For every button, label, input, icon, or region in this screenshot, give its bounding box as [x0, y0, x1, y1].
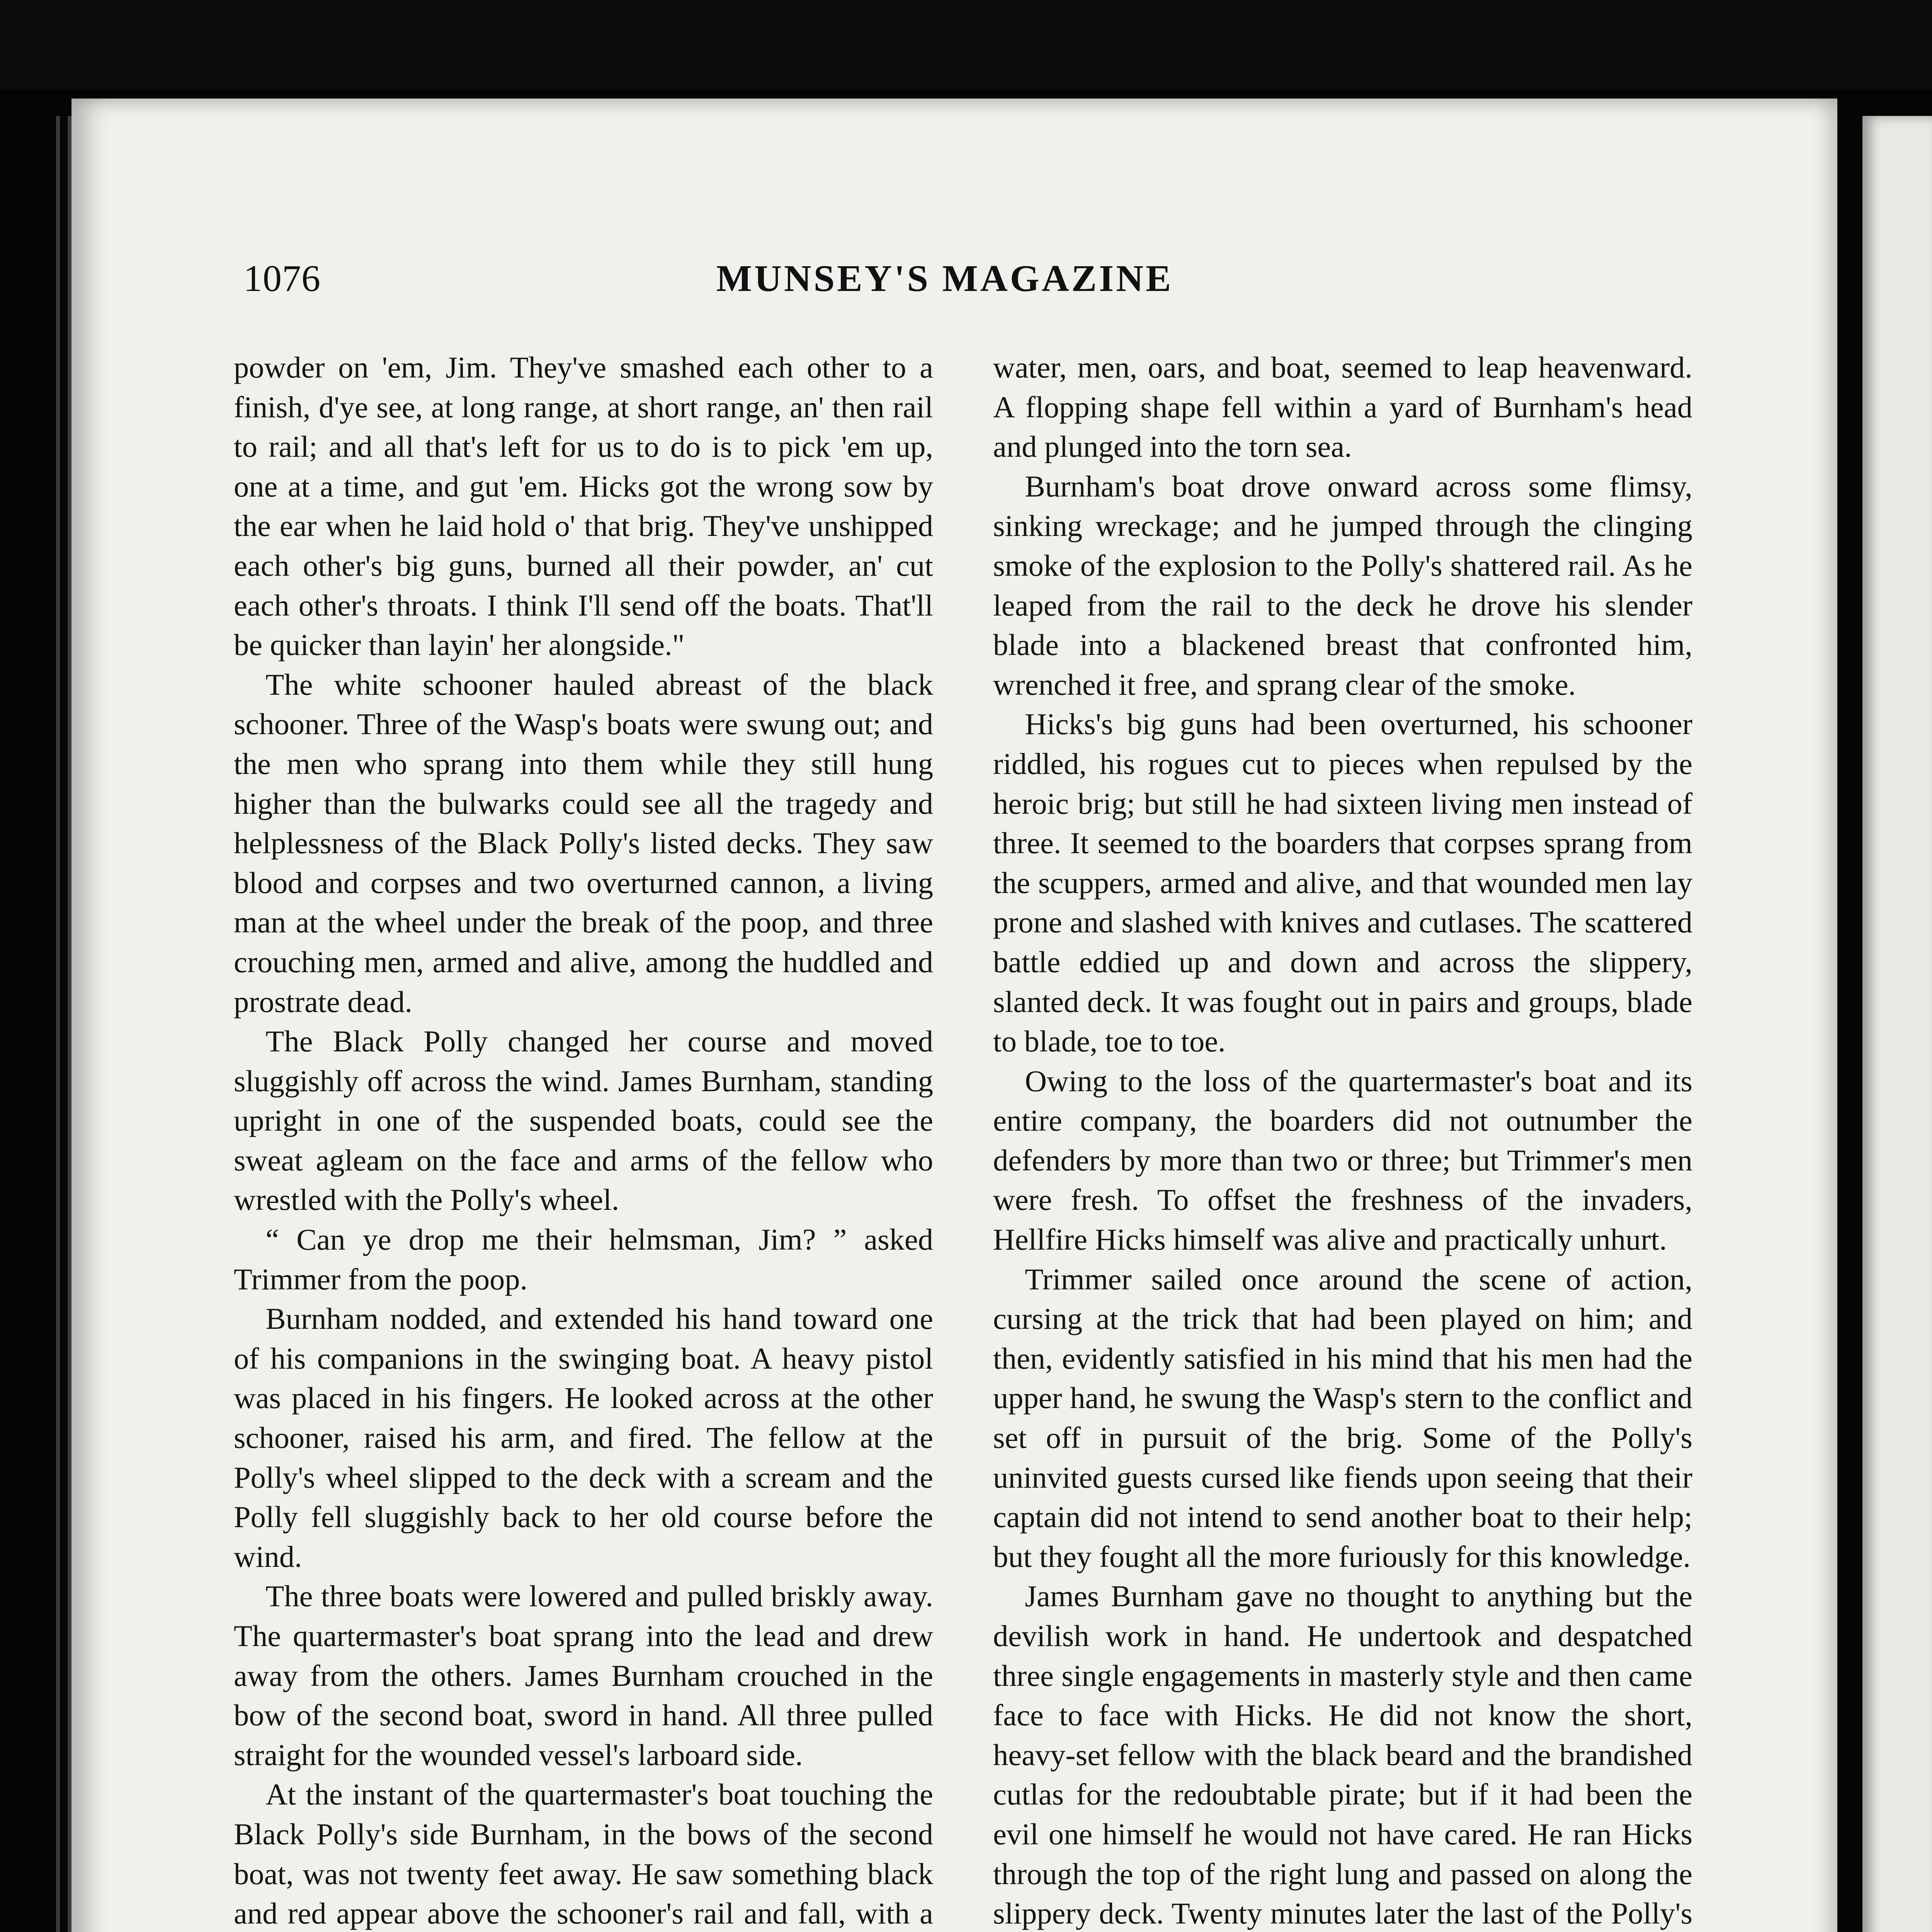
- paragraph: Owing to the loss of the quartermaster's boat and its entire company, the boarders did not outnumber the defenders by more than two or three; but Trimmer's men were fresh. To offset the freshness of the invaders, Hellfire Hicks himself was alive and practically unhurt.: [993, 1064, 1692, 1257]
- running-title: MUNSEY'S MAGAZINE: [716, 258, 1173, 299]
- binding-edge-line: [56, 116, 60, 1932]
- right-text-column: [993, 348, 1692, 1932]
- paragraph: The white schooner hauled abreast of the black schooner. Three of the Wasp's boats were swung out; and the men who sprang into them while they still hung higher than the bulwarks could see all the tragedy and helplessness of the Black Polly's listed decks. They saw blood and corpses and two overturned cannon, a living man at the wheel under the break of the poop, and three crouching men, armed and alive, among the huddled and prostrate dead.: [234, 667, 933, 1019]
- paragraph: The Black Polly changed her course and moved sluggishly off across the wind. James Burnham, standing upright in one of the suspended boats, could see the sweat agleam on the face and arms of the fellow who wrestled with the Polly's wheel.: [234, 1024, 933, 1217]
- binding-edge-line: [68, 116, 71, 1932]
- paragraph: “ Can ye drop me their helmsman, Jim? ” asked Trimmer from the poop.: [234, 1223, 933, 1296]
- paragraph: Burnham nodded, and extended his hand toward one of his companions in the swinging boat. A heavy pistol was placed in his fingers. He looked across at the other schooner, raised his arm, and fired. The fellow at the Polly's wheel slipped to the deck with a scream and the Polly fell sluggishly back to her old course before the wind.: [234, 1302, 933, 1573]
- page-header: [162, 257, 1727, 315]
- paragraph: At the instant of the quartermaster's boat touching the Black Polly's side Burnham, in the bows of the second boat, was not twenty feet away. He saw something black and red appear above the schooner's rail and fall, with a: [234, 1777, 933, 1930]
- scanner-top-band: [0, 0, 1932, 89]
- paragraph: James Burnham gave no thought to anything but the devilish work in hand. He undertook and despatched three single engagements in masterly style and then came face to face with Hicks. He did not know the short, heavy-set fellow with the black beard and the brandished cutlas for the redoubtable pirate; but if it had been the evil one himself he would not have cared. He ran Hicks through the top of the right lung and passed on along the slippery deck. Twenty minutes later the last of the Polly's: [993, 1579, 1692, 1930]
- paragraph: Burnham's boat drove onward across some flimsy, sinking wreckage; and he jumped through the clinging smoke of the explosion to the Polly's shattered rail. As he leaped from the rail to the deck he drove his slender blade into a blackened breast that confronted him, wrenched it free, and sprang clear of the smoke.: [993, 469, 1692, 701]
- page-number: 1076: [243, 258, 321, 299]
- next-page-edge: [1862, 116, 1932, 1932]
- paragraph: The three boats were lowered and pulled briskly away. The quartermaster's boat sprang into the lead and drew away from the others. James Burnham crouched in the bow of the second boat, sword in hand. All three pulled straight for the wounded vessel's larboard side.: [234, 1579, 933, 1772]
- paragraph: powder on 'em, Jim. They've smashed each other to a finish, d'ye see, at long range, at short range, an' then rail to rail; and all that's left for us to do is to pick 'em up, one at a time, and gut 'em. Hicks got the wrong sow by the ear when he laid hold o' that brig. They've unshipped each other's big guns, burned all their powder, an' cut each other's throats. I think I'll send off the boats. That'll be quicker than layin' her alongside.": [234, 350, 933, 662]
- left-text-column: [234, 348, 933, 1932]
- paragraph: water, men, oars, and boat, seemed to leap heavenward. A flopping shape fell within a yard of Burnham's head and plunged into the torn sea.: [993, 350, 1692, 464]
- paragraph: Hicks's big guns had been overturned, his schooner riddled, his rogues cut to pieces when repulsed by the heroic brig; but still he had sixteen living men instead of three. It seemed to the boarders that corpses sprang from the scuppers, armed and alive, and that wounded men lay prone and slashed with knives and cutlases. The scattered battle eddied up and down and across the slippery, slanted deck. It was fought out in pairs and groups, blade to blade, toe to toe.: [993, 707, 1692, 1058]
- paragraph: Trimmer sailed once around the scene of action, cursing at the trick that had been played on him; and then, evidently satisfied in his mind that his men had the upper hand, he swung the Wasp's stern to the conflict and set off in pursuit of the brig. Some of the Polly's uninvited guests cursed like fiends upon seeing that their captain did not intend to send another boat to their help; but they fought all the more furiously for this knowledge.: [993, 1262, 1692, 1573]
